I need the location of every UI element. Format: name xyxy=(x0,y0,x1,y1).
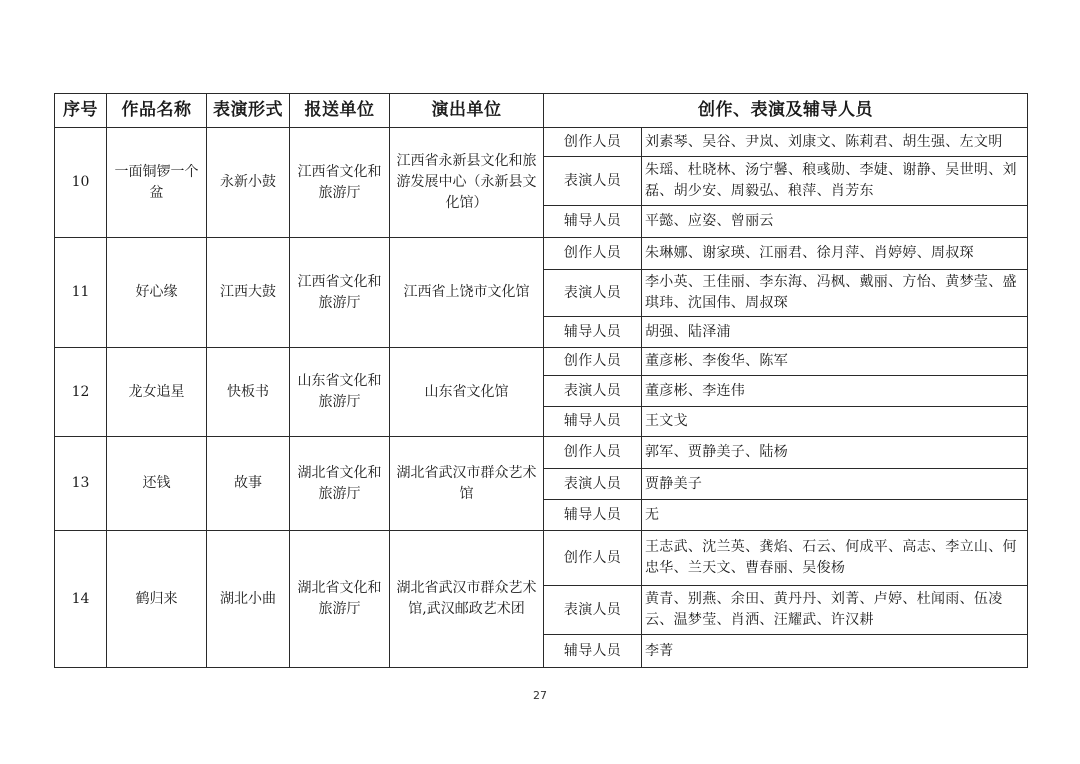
row-work-name: 好心缘 xyxy=(107,238,207,348)
header-personnel: 创作、表演及辅导人员 xyxy=(544,94,1028,128)
role-people: 王文戈 xyxy=(642,407,1028,437)
table-row xyxy=(55,238,1028,270)
row-form: 快板书 xyxy=(207,348,290,437)
role-label: 创作人员 xyxy=(544,531,642,586)
role-people: 胡强、陆泽浦 xyxy=(642,317,1028,348)
role-label: 表演人员 xyxy=(544,469,642,500)
header-seq: 序号 xyxy=(55,94,107,128)
personnel-table xyxy=(54,93,1028,668)
header-work-name: 作品名称 xyxy=(107,94,207,128)
row-submitting-unit: 江西省文化和旅游厅 xyxy=(290,238,390,348)
row-submitting-unit: 山东省文化和旅游厅 xyxy=(290,348,390,437)
header-performing-unit: 演出单位 xyxy=(390,94,544,128)
header-row xyxy=(55,94,1028,128)
row-seq: 14 xyxy=(55,531,107,668)
row-work-name: 还钱 xyxy=(107,437,207,531)
role-people: 平懿、应姿、曾丽云 xyxy=(642,206,1028,238)
row-submitting-unit: 湖北省文化和旅游厅 xyxy=(290,437,390,531)
page-number: 27 xyxy=(533,689,547,702)
role-people: 贾静美子 xyxy=(642,469,1028,500)
row-performing-unit: 江西省上饶市文化馆 xyxy=(390,238,544,348)
row-form: 湖北小曲 xyxy=(207,531,290,668)
role-label: 创作人员 xyxy=(544,238,642,270)
row-work-name: 一面铜锣一个盆 xyxy=(107,128,207,238)
role-label: 创作人员 xyxy=(544,348,642,376)
row-performing-unit: 湖北省武汉市群众艺术馆,武汉邮政艺术团 xyxy=(390,531,544,668)
row-performing-unit: 山东省文化馆 xyxy=(390,348,544,437)
row-seq: 12 xyxy=(55,348,107,437)
role-people: 黄青、别燕、余田、黄丹丹、刘菁、卢婷、杜闻雨、伍凌云、温梦莹、肖洒、汪耀武、许汉耕 xyxy=(642,586,1028,635)
role-people: 朱瑶、杜晓林、汤宁馨、稂彧勋、李婕、谢静、吴世明、刘磊、胡少安、周毅弘、稂萍、肖芳东 xyxy=(642,157,1028,206)
role-people: 李小英、王佳丽、李东海、冯枫、戴丽、方怡、黄梦莹、盛琪玮、沈国伟、周叔琛 xyxy=(642,270,1028,317)
role-people: 董彦彬、李俊华、陈军 xyxy=(642,348,1028,376)
header-form: 表演形式 xyxy=(207,94,290,128)
row-form: 故事 xyxy=(207,437,290,531)
row-seq: 13 xyxy=(55,437,107,531)
table-row xyxy=(55,437,1028,469)
row-seq: 10 xyxy=(55,128,107,238)
role-label: 辅导人员 xyxy=(544,407,642,437)
role-label: 表演人员 xyxy=(544,270,642,317)
header-submitting-unit: 报送单位 xyxy=(290,94,390,128)
role-label: 创作人员 xyxy=(544,437,642,469)
role-people: 董彦彬、李连伟 xyxy=(642,376,1028,407)
role-people: 刘素琴、吴谷、尹岚、刘康文、陈莉君、胡生强、左文明 xyxy=(642,128,1028,157)
row-seq: 11 xyxy=(55,238,107,348)
table-row xyxy=(55,531,1028,586)
row-work-name: 龙女追星 xyxy=(107,348,207,437)
role-label: 辅导人员 xyxy=(544,206,642,238)
role-label: 表演人员 xyxy=(544,157,642,206)
role-people: 王志武、沈兰英、龚焰、石云、何成平、高志、李立山、何忠华、兰天文、曹春丽、吴俊杨 xyxy=(642,531,1028,586)
role-people: 郭军、贾静美子、陆杨 xyxy=(642,437,1028,469)
row-performing-unit: 江西省永新县文化和旅游发展中心（永新县文化馆） xyxy=(390,128,544,238)
role-label: 辅导人员 xyxy=(544,635,642,668)
row-form: 江西大鼓 xyxy=(207,238,290,348)
role-people: 朱琳娜、谢家瑛、江丽君、徐月萍、肖婷婷、周叔琛 xyxy=(642,238,1028,270)
table-row xyxy=(55,128,1028,157)
role-label: 创作人员 xyxy=(544,128,642,157)
row-submitting-unit: 江西省文化和旅游厅 xyxy=(290,128,390,238)
role-label: 辅导人员 xyxy=(544,317,642,348)
role-label: 辅导人员 xyxy=(544,500,642,531)
role-label: 表演人员 xyxy=(544,376,642,407)
role-people: 无 xyxy=(642,500,1028,531)
row-performing-unit: 湖北省武汉市群众艺术馆 xyxy=(390,437,544,531)
row-form: 永新小鼓 xyxy=(207,128,290,238)
row-submitting-unit: 湖北省文化和旅游厅 xyxy=(290,531,390,668)
role-label: 表演人员 xyxy=(544,586,642,635)
table-row xyxy=(55,348,1028,376)
role-people: 李菁 xyxy=(642,635,1028,668)
row-work-name: 鹤归来 xyxy=(107,531,207,668)
